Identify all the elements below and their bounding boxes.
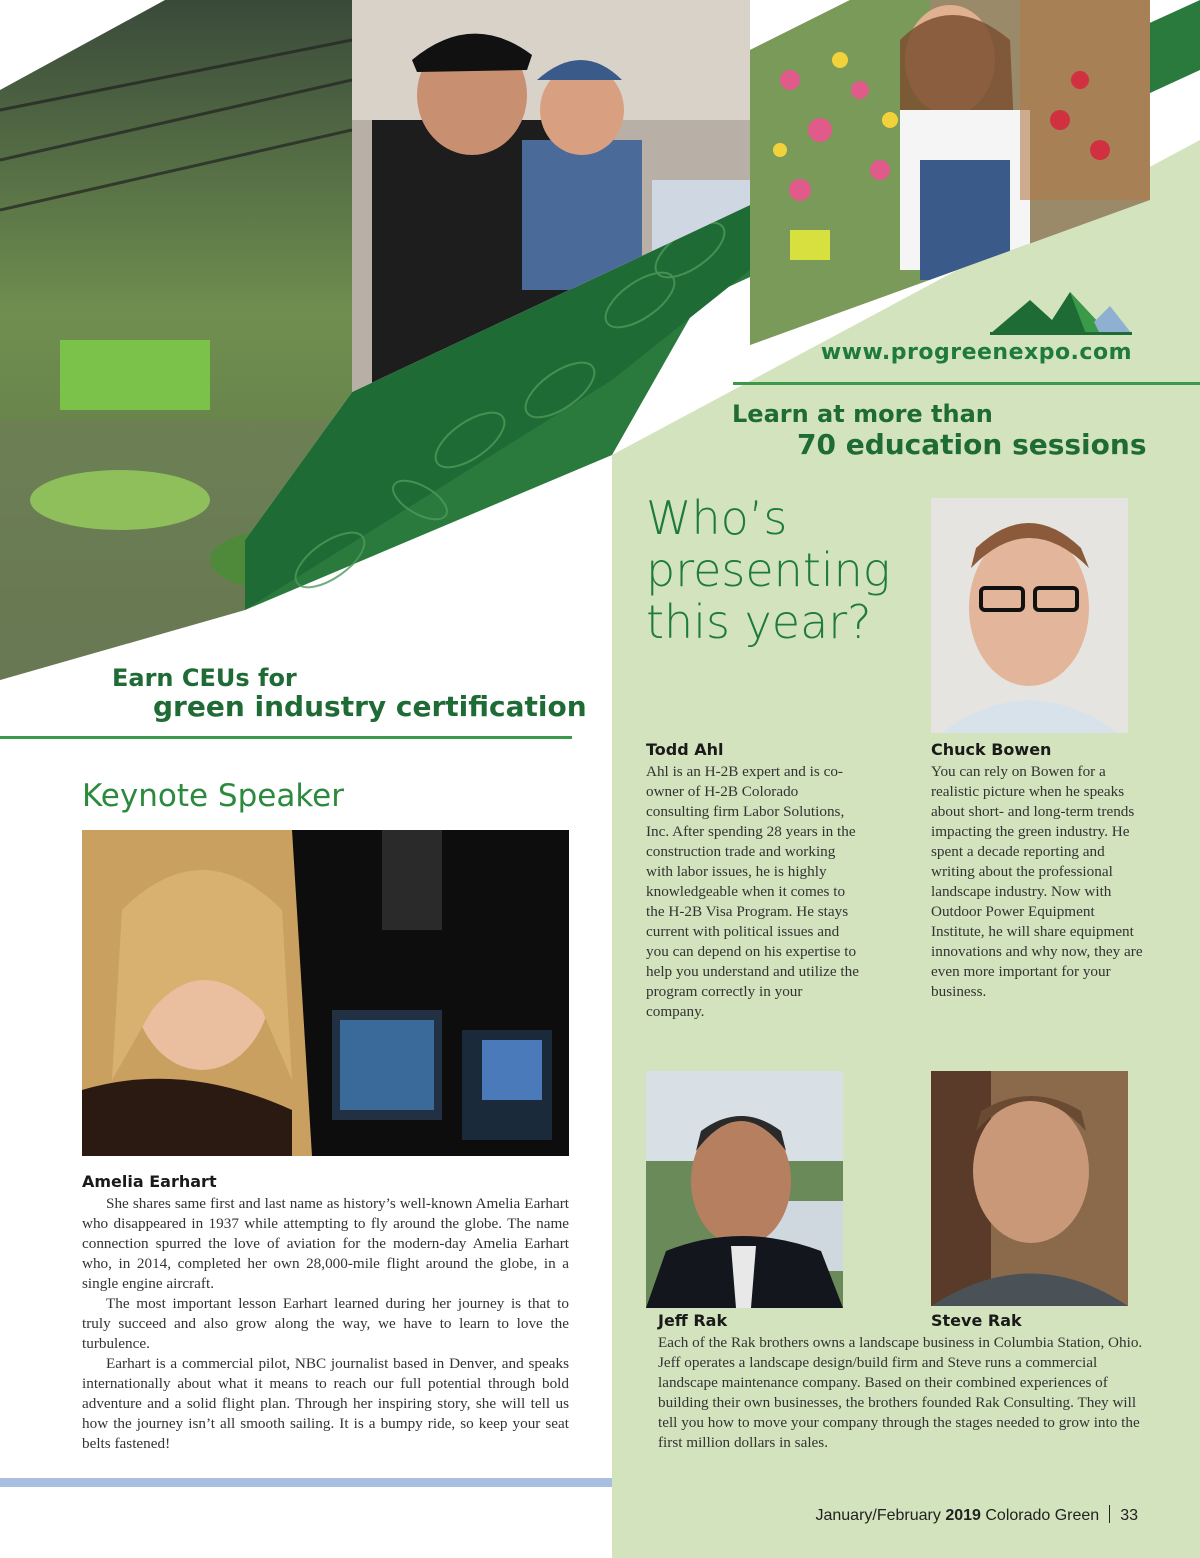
chuck-bowen-photo xyxy=(931,498,1128,733)
page-number: 33 xyxy=(1120,1507,1138,1524)
jeff-rak-photo xyxy=(646,1071,843,1308)
todd-name: Todd Ahl xyxy=(646,740,724,759)
chuck-bio: You can rely on Bowen for a realistic picture when he speaks about short- and long-term trends impacting the green industry. He spent a decade reporting and writing about the professional landscape industry. Now with Outdoor Power Equipment Institute, he will share equipment innovations and why now, they are even more important for your business. xyxy=(931,763,1143,1000)
website-url[interactable]: www.progreenexpo.com xyxy=(820,340,1132,365)
todd-bio: Ahl is an H-2B expert and is co-owner of H-2B Colorado consulting firm Labor Solutions, Inc. After spending 28 years in the construction trade and working with labor issues, he is highly knowledgeable when it comes to the H-2B Visa Program. He stays current with political issues and you can depend on his expertise to help you understand and utilize the program correctly in your company. xyxy=(646,763,859,1020)
amelia-bio-p1: She shares same first and last name as history’s well-known Amelia Earhart who disappeared in 1937 while attempting to fly around the globe. The name connection spurred the love of aviation for the modern-day Amelia Earhart who, in 2014, completed her own 28,000-mile flight around the globe, in a single engine aircraft. xyxy=(82,1195,569,1292)
amelia-bio xyxy=(82,1194,569,1454)
sessions-line-1: Learn at more than xyxy=(732,400,993,428)
who-presenting-title: Who’s presenting this year? xyxy=(646,491,891,649)
amelia-name: Amelia Earhart xyxy=(82,1172,217,1191)
rak-brothers-bio: Each of the Rak brothers owns a landscape business in Columbia Station, Ohio. Jeff operates a landscape design/build firm and Steve runs a commercial landscape maintenance company. Based on their combined experiences of building their own businesses, the brothers founded Rak Consulting. They will tell you how to move your company through the stages needed to grow into the first million dollars in sales. xyxy=(658,1334,1143,1451)
mountain-logo-icon xyxy=(990,292,1132,338)
page-footer xyxy=(815,1505,1138,1525)
steve-rak-photo xyxy=(931,1071,1128,1306)
sessions-line-2: 70 education sessions xyxy=(797,428,1147,461)
jeff-name: Jeff Rak xyxy=(658,1311,728,1330)
amelia-earhart-photo xyxy=(82,830,569,1156)
keynote-heading: Keynote Speaker xyxy=(82,778,344,814)
footer-year: 2019 xyxy=(945,1507,981,1524)
steve-name: Steve Rak xyxy=(931,1311,1022,1330)
ceu-line-1: Earn CEUs for xyxy=(112,664,297,692)
bottom-blue-bar xyxy=(0,1478,612,1487)
garden-center-photo xyxy=(750,0,1200,345)
expo-attendees-photo xyxy=(352,0,750,392)
amelia-bio-p3: Earhart is a commercial pilot, NBC journalist based in Denver, and speaks internationally about what it means to reach our full potential through bold adventure and a solid flight plan. Through her inspiring story, she will tell us how the journey isn’t all smooth sailing. It is a bumpy ride, so keep your seat belts fastened! xyxy=(82,1355,569,1452)
ceu-rule xyxy=(0,736,572,739)
chuck-name: Chuck Bowen xyxy=(931,740,1052,759)
footer-issue: January/February xyxy=(815,1507,941,1524)
amelia-bio-p2: The most important lesson Earhart learned during her journey is that to truly succeed and also grow along the way, we have to learn to love the turbulence. xyxy=(82,1295,569,1352)
ceu-line-2: green industry certification xyxy=(153,690,587,723)
url-rule xyxy=(733,382,1200,385)
footer-publication: Colorado Green xyxy=(985,1507,1100,1524)
footer-separator xyxy=(1109,1505,1110,1523)
